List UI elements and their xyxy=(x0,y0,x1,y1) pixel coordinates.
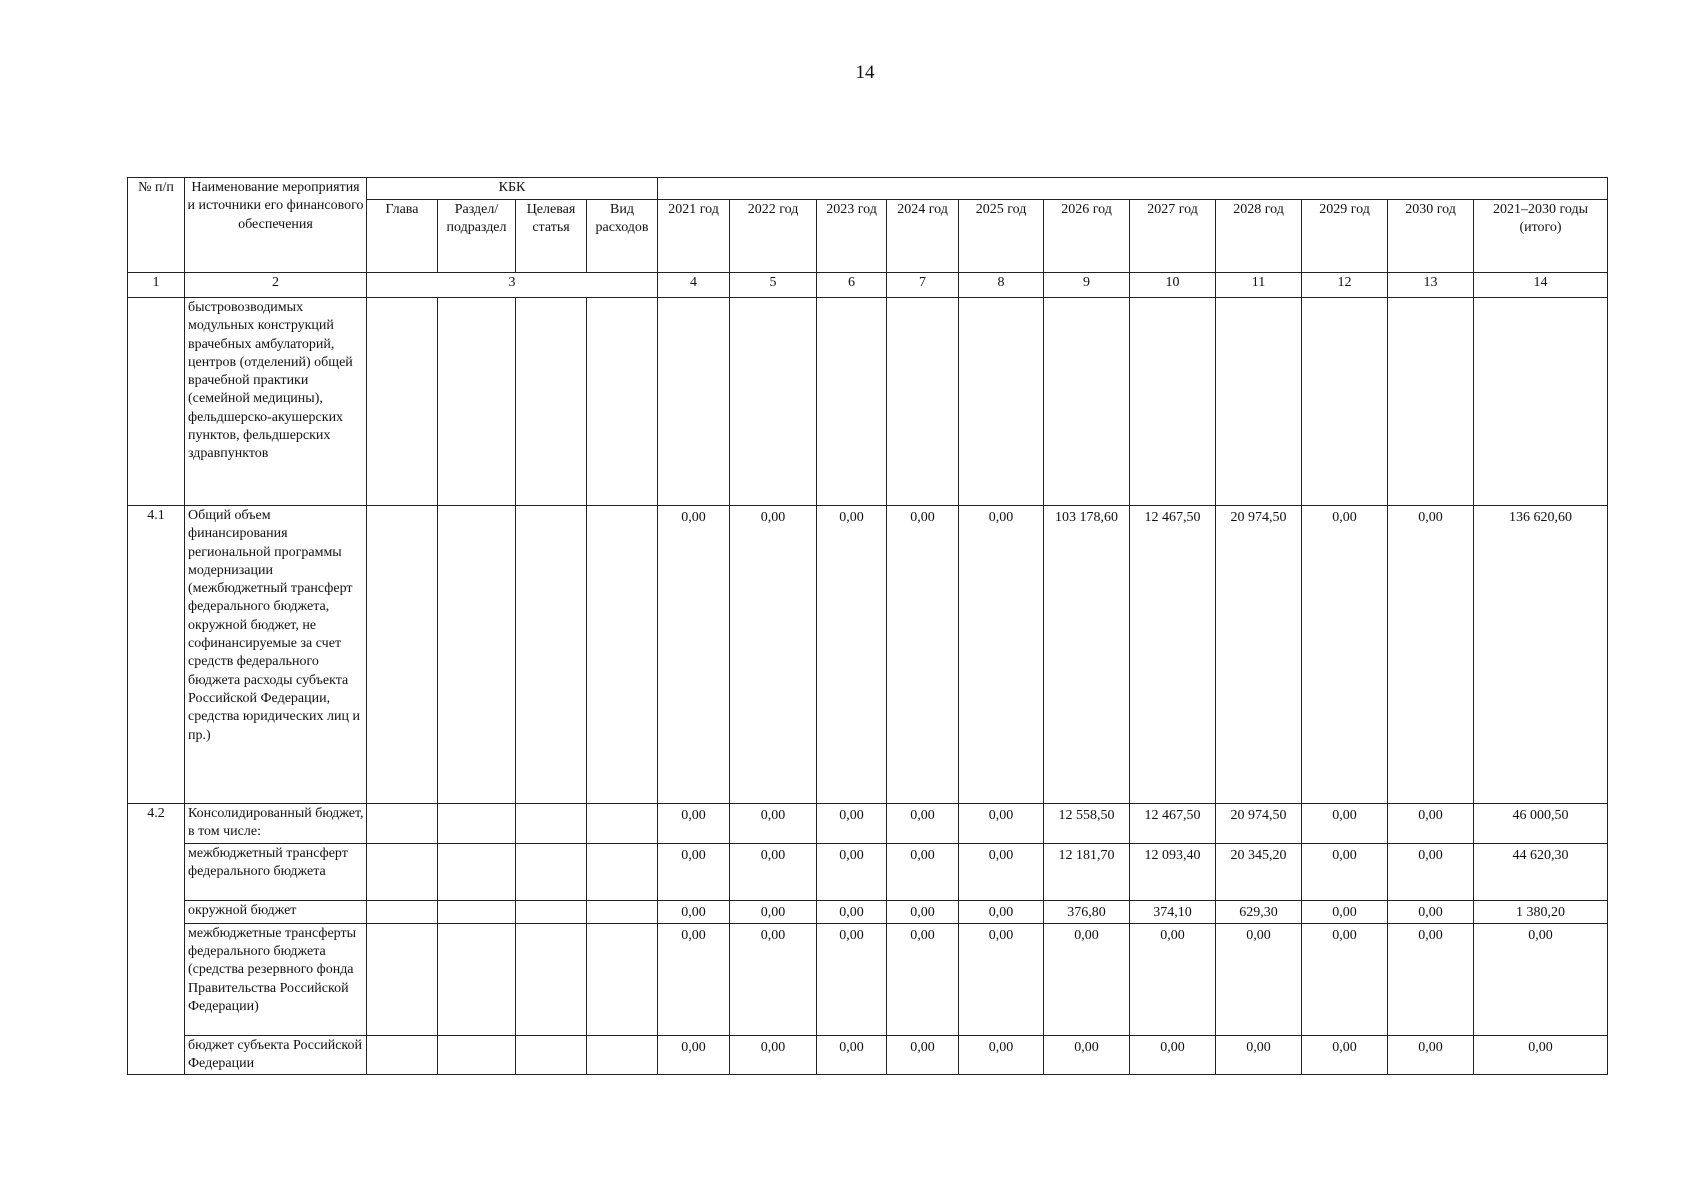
year-value: 0,00 xyxy=(1130,1035,1216,1075)
header-year: 2028 год xyxy=(1216,200,1302,273)
year-value: 0,00 xyxy=(959,804,1044,844)
year-value: 0,00 xyxy=(1388,506,1474,804)
kbk-cell xyxy=(587,804,658,844)
kbk-cell xyxy=(516,506,587,804)
column-index: 12 xyxy=(1302,273,1388,298)
year-value: 12 558,50 xyxy=(1044,804,1130,844)
year-value: 0,00 xyxy=(817,506,887,804)
year-value: 0,00 xyxy=(817,843,887,900)
year-value: 0,00 xyxy=(959,1035,1044,1075)
column-index-row xyxy=(128,273,1608,298)
header-year: 2021 год xyxy=(658,200,730,273)
year-value: 12 467,50 xyxy=(1130,804,1216,844)
year-value: 0,00 xyxy=(887,506,959,804)
header-name: Наименование мероприятия и источники его финансового обеспечения xyxy=(185,178,367,273)
header-year-total: 2021–2030 годы (итого) xyxy=(1474,200,1608,273)
year-value: 12 093,40 xyxy=(1130,843,1216,900)
header-year: 2022 год xyxy=(730,200,817,273)
year-value: 0,00 xyxy=(959,843,1044,900)
column-index: 7 xyxy=(887,273,959,298)
header-year: 2025 год xyxy=(959,200,1044,273)
year-value: 0,00 xyxy=(658,506,730,804)
year-value: 0,00 xyxy=(730,1035,817,1075)
year-value: 0,00 xyxy=(887,900,959,923)
page-number: 14 xyxy=(855,62,875,83)
year-value: 0,00 xyxy=(959,923,1044,1035)
kbk-cell xyxy=(587,923,658,1035)
row-name: окружной бюджет xyxy=(185,900,367,923)
total-value: 0,00 xyxy=(1474,1035,1608,1075)
column-index: 8 xyxy=(959,273,1044,298)
row-name: бюджет субъекта Российской Федерации xyxy=(185,1035,367,1075)
year-value: 0,00 xyxy=(887,923,959,1035)
table-row xyxy=(128,506,1608,804)
row-name: межбюджетные трансферты федерального бюджета (средства резервного фонда Правительства Российской Федерации) xyxy=(185,923,367,1035)
year-value: 0,00 xyxy=(1388,923,1474,1035)
column-index: 13 xyxy=(1388,273,1474,298)
column-index: 10 xyxy=(1130,273,1216,298)
total-value: 136 620,60 xyxy=(1474,506,1608,804)
table-row xyxy=(128,298,1608,506)
year-value: 0,00 xyxy=(730,900,817,923)
year-value: 0,00 xyxy=(1302,843,1388,900)
kbk-cell xyxy=(367,506,438,804)
row-name: Общий объем финансирования региональной программы модернизации (межбюджетный трансферт федерального бюджета, окружной бюджет, не софинансируемые за счет средств федерального бюджета расходы субъекта Российской Федерации, средства юридических лиц и пр.) xyxy=(185,506,367,804)
year-value: 374,10 xyxy=(1130,900,1216,923)
year-value: 0,00 xyxy=(1388,900,1474,923)
header-year: 2024 год xyxy=(887,200,959,273)
total-value: 44 620,30 xyxy=(1474,843,1608,900)
header-kbk-col: Целевая статья xyxy=(516,200,587,273)
header-kbk-col: Вид расходов xyxy=(587,200,658,273)
year-value: 0,00 xyxy=(1388,804,1474,844)
header-year: 2027 год xyxy=(1130,200,1216,273)
kbk-cell xyxy=(516,1035,587,1075)
row-number: 4.2 xyxy=(128,804,185,1075)
year-value: 0,00 xyxy=(730,506,817,804)
kbk-cell xyxy=(438,804,516,844)
column-index: 9 xyxy=(1044,273,1130,298)
header-year: 2026 год xyxy=(1044,200,1130,273)
data-rows xyxy=(128,506,1608,1075)
kbk-cell xyxy=(587,900,658,923)
table-row xyxy=(128,843,1608,900)
year-value: 20 974,50 xyxy=(1216,804,1302,844)
year-value: 0,00 xyxy=(658,804,730,844)
header-year: 2029 год xyxy=(1302,200,1388,273)
year-value: 629,30 xyxy=(1216,900,1302,923)
year-value: 0,00 xyxy=(1302,923,1388,1035)
year-value: 0,00 xyxy=(658,843,730,900)
budget-table xyxy=(127,177,1608,1075)
year-value: 0,00 xyxy=(1302,1035,1388,1075)
column-index: 5 xyxy=(730,273,817,298)
year-value: 0,00 xyxy=(658,923,730,1035)
row-name: быстровозводимых модульных конструкций врачебных амбулаторий, центров (отделений) общей врачебной практики (семейной медицины), фельдшерско-акушерских пунктов, фельдшерских здравпунктов xyxy=(185,298,367,506)
year-value: 0,00 xyxy=(959,900,1044,923)
year-value: 376,80 xyxy=(1044,900,1130,923)
column-index: 6 xyxy=(817,273,887,298)
year-value: 20 974,50 xyxy=(1216,506,1302,804)
kbk-cell xyxy=(367,804,438,844)
year-value: 0,00 xyxy=(887,843,959,900)
kbk-cell xyxy=(438,1035,516,1075)
total-value: 1 380,20 xyxy=(1474,900,1608,923)
kbk-cell xyxy=(367,1035,438,1075)
year-value: 0,00 xyxy=(887,1035,959,1075)
header-kbk-col: Глава xyxy=(367,200,438,273)
kbk-cell xyxy=(367,843,438,900)
column-index: 3 xyxy=(367,273,658,298)
header-kbk: КБК xyxy=(367,178,658,200)
kbk-cell xyxy=(367,900,438,923)
year-value: 0,00 xyxy=(1302,900,1388,923)
column-index: 1 xyxy=(128,273,185,298)
row-number: 4.1 xyxy=(128,506,185,804)
year-value: 0,00 xyxy=(817,1035,887,1075)
year-value: 0,00 xyxy=(1302,804,1388,844)
kbk-cell xyxy=(438,843,516,900)
column-index: 11 xyxy=(1216,273,1302,298)
year-value: 0,00 xyxy=(1388,843,1474,900)
year-value: 0,00 xyxy=(887,804,959,844)
kbk-cell xyxy=(587,1035,658,1075)
table-row xyxy=(128,1035,1608,1075)
year-value: 0,00 xyxy=(817,804,887,844)
year-value: 0,00 xyxy=(1388,1035,1474,1075)
year-value: 0,00 xyxy=(1130,923,1216,1035)
column-index: 14 xyxy=(1474,273,1608,298)
year-value: 0,00 xyxy=(817,900,887,923)
column-index: 2 xyxy=(185,273,367,298)
row-name: Консолидированный бюджет, в том числе: xyxy=(185,804,367,844)
year-value: 12 467,50 xyxy=(1130,506,1216,804)
kbk-cell xyxy=(438,506,516,804)
year-value: 0,00 xyxy=(1216,923,1302,1035)
header-kbk-col: Раздел/ подраздел xyxy=(438,200,516,273)
column-index: 4 xyxy=(658,273,730,298)
year-value: 12 181,70 xyxy=(1044,843,1130,900)
year-value: 103 178,60 xyxy=(1044,506,1130,804)
header-num: № п/п xyxy=(128,178,185,273)
table-row xyxy=(128,900,1608,923)
table-row xyxy=(128,804,1608,844)
year-value: 0,00 xyxy=(1044,923,1130,1035)
kbk-cell xyxy=(516,804,587,844)
header-year: 2030 год xyxy=(1388,200,1474,273)
year-value: 0,00 xyxy=(1302,506,1388,804)
year-value: 0,00 xyxy=(959,506,1044,804)
year-value: 20 345,20 xyxy=(1216,843,1302,900)
row-name: межбюджетный трансферт федерального бюджета xyxy=(185,843,367,900)
table-row xyxy=(128,923,1608,1035)
year-value: 0,00 xyxy=(658,1035,730,1075)
kbk-cell xyxy=(516,923,587,1035)
kbk-cell xyxy=(587,843,658,900)
kbk-cell xyxy=(587,506,658,804)
year-value: 0,00 xyxy=(730,923,817,1035)
header-year: 2023 год xyxy=(817,200,887,273)
kbk-cell xyxy=(438,900,516,923)
kbk-cell xyxy=(367,923,438,1035)
header-years-group xyxy=(658,178,1608,200)
year-value: 0,00 xyxy=(1216,1035,1302,1075)
year-value: 0,00 xyxy=(730,804,817,844)
kbk-cell xyxy=(516,900,587,923)
kbk-cell xyxy=(516,843,587,900)
year-value: 0,00 xyxy=(658,900,730,923)
total-value: 0,00 xyxy=(1474,923,1608,1035)
total-value: 46 000,50 xyxy=(1474,804,1608,844)
year-value: 0,00 xyxy=(1044,1035,1130,1075)
year-value: 0,00 xyxy=(730,843,817,900)
kbk-cell xyxy=(438,923,516,1035)
table-header xyxy=(128,178,1608,273)
year-value: 0,00 xyxy=(817,923,887,1035)
